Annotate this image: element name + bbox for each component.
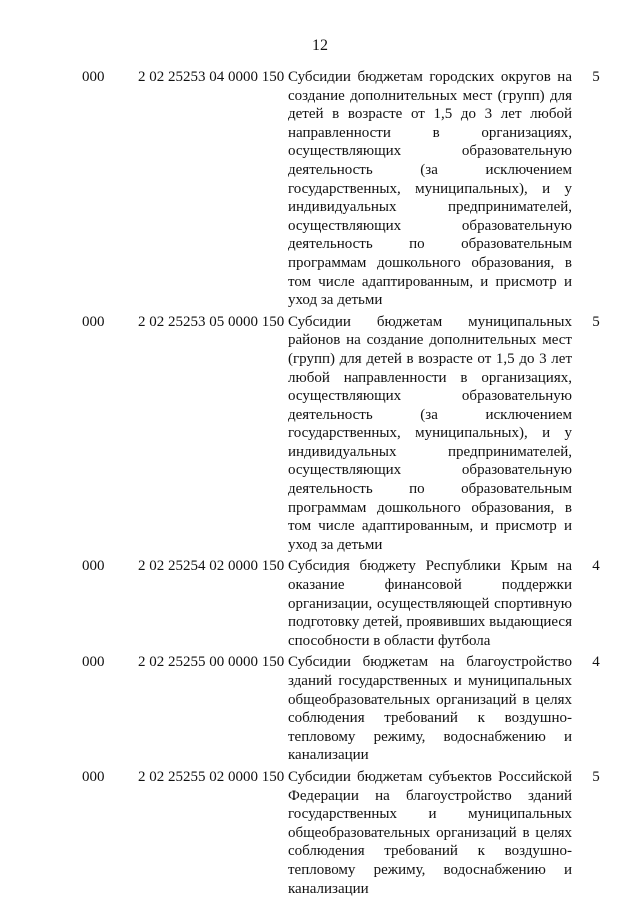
row-count: 4 (592, 558, 600, 575)
budget-classification-code: 2 02 25255 00 0000 150 (138, 654, 285, 671)
budget-classification-code: 2 02 25253 04 0000 150 (138, 69, 285, 85)
revenue-name: Субсидии бюджетам субъектов Российской Федерации на благоустройство зданий государственных и муниципальных общеобразовательных организаций в целях соблюдения требований к воздушно-тепловому режиму, водоснабжению и канализации (288, 768, 572, 897)
row-count: 5 (592, 313, 600, 330)
budget-classification-code: 2 02 25255 02 0000 150 (138, 768, 285, 785)
admin-code: 000 (82, 768, 105, 785)
admin-code: 000 (82, 654, 105, 671)
admin-code: 000 (82, 558, 105, 575)
row-count: 5 (592, 69, 600, 85)
table-row (0, 313, 640, 555)
table-row (0, 557, 640, 650)
admin-code: 000 (82, 69, 105, 85)
budget-classification-code: 2 02 25253 05 0000 150 (138, 313, 285, 330)
page-number: 12 (312, 37, 328, 54)
table-row (0, 653, 640, 765)
budget-codes-table (0, 68, 640, 901)
revenue-name: Субсидии бюджетам муниципальных районов на создание дополнительных мест (групп) для детей в возрасте от 1,5 до 3 лет любой направленности в организациях, осуществляющих образовательную деятельность (за исключением государственных, муниципальных), и у индивидуальных предпринимателей, осуществляющих образовательную деятельность по образовательным программам дошкольного образования, в том числе адаптированным, и присмотр и уход за детьми (288, 313, 572, 553)
revenue-name: Субсидия бюджету Республики Крым на оказание финансовой поддержки организации, осуществляющей спортивную подготовку детей, проявивших выдающиеся способности в области футбола (288, 558, 572, 649)
table-row (0, 68, 640, 310)
budget-classification-code: 2 02 25254 02 0000 150 (138, 558, 285, 575)
row-count: 5 (592, 768, 600, 785)
revenue-name: Субсидии бюджетам городских округов на создание дополнительных мест (групп) для детей в возрасте от 1,5 до 3 лет любой направленности в организациях, осуществляющих образовательную деятельность (за исключением государственных, муниципальных), и у индивидуальных предпринимателей, осуществляющих образовательную деятельность по образовательным программам дошкольного образования, в том числе адаптированным, и присмотр и уход за детьми (288, 69, 572, 309)
revenue-name: Субсидии бюджетам на благоустройство зданий государственных и муниципальных общеобразовательных организаций в целях соблюдения требований к воздушно-тепловому режиму, водоснабжению и канализации (288, 654, 572, 764)
table-row (0, 768, 640, 898)
row-count: 4 (592, 654, 600, 671)
admin-code: 000 (82, 313, 105, 330)
